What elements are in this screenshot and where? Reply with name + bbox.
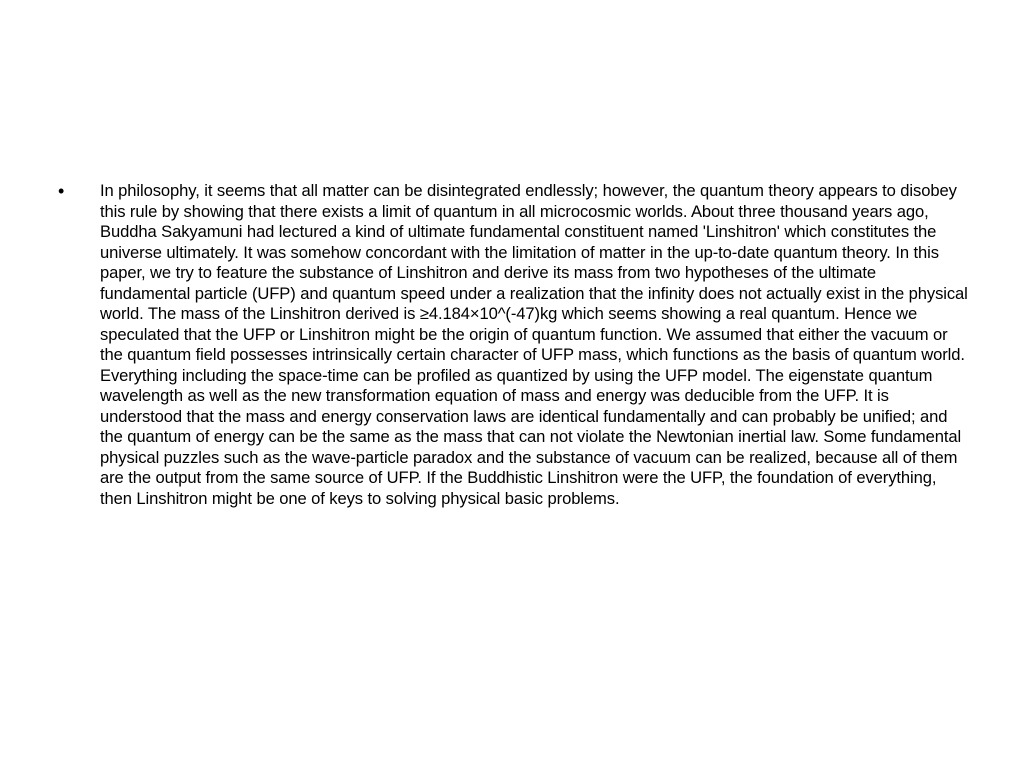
bullet-list <box>58 181 970 509</box>
abstract-paragraph: In philosophy, it seems that all matter can be disintegrated endlessly; however, the quantum theory appears to disobey this rule by showing that there exists a limit of quantum in all microcosmic worlds. About three thousand years ago, Buddha Sakyamuni had lectured a kind of ultimate fundamental constituent named 'Linshitron' which constitutes the universe ultimately. It was somehow concordant with the limitation of matter in the up-to-date quantum theory. In this paper, we try to feature the substance of Linshitron and derive its mass from two hypotheses of the ultimate fundamental particle (UFP) and quantum speed under a realization that the infinity does not actually exist in the physical world. The mass of the Linshitron derived is ≥4.184×10^(-47)kg which seems showing a real quantum. Hence we speculated that the UFP or Linshitron might be the origin of quantum function. We assumed that either the vacuum or the quantum field possesses intrinsically certain character of UFP mass, which functions as the basis of quantum world. Everything including the space-time can be profiled as quantized by using the UFP model. The eigenstate quantum wavelength as well as the new transformation equation of mass and energy was deducible from the UFP. It is understood that the mass and energy conservation laws are identical fundamentally and can probably be unified; and the quantum of energy can be the same as the mass that can not violate the Newtonian inertial law. Some fundamental physical puzzles such as the wave-particle paradox and the substance of vacuum can be realized, because all of them are the output from the same source of UFP. If the Buddhistic Linshitron were the UFP, the foundation of everything, then Linshitron might be one of keys to solving physical basic problems. <box>100 181 968 508</box>
list-item <box>58 181 970 509</box>
bullet-icon: • <box>58 181 65 201</box>
